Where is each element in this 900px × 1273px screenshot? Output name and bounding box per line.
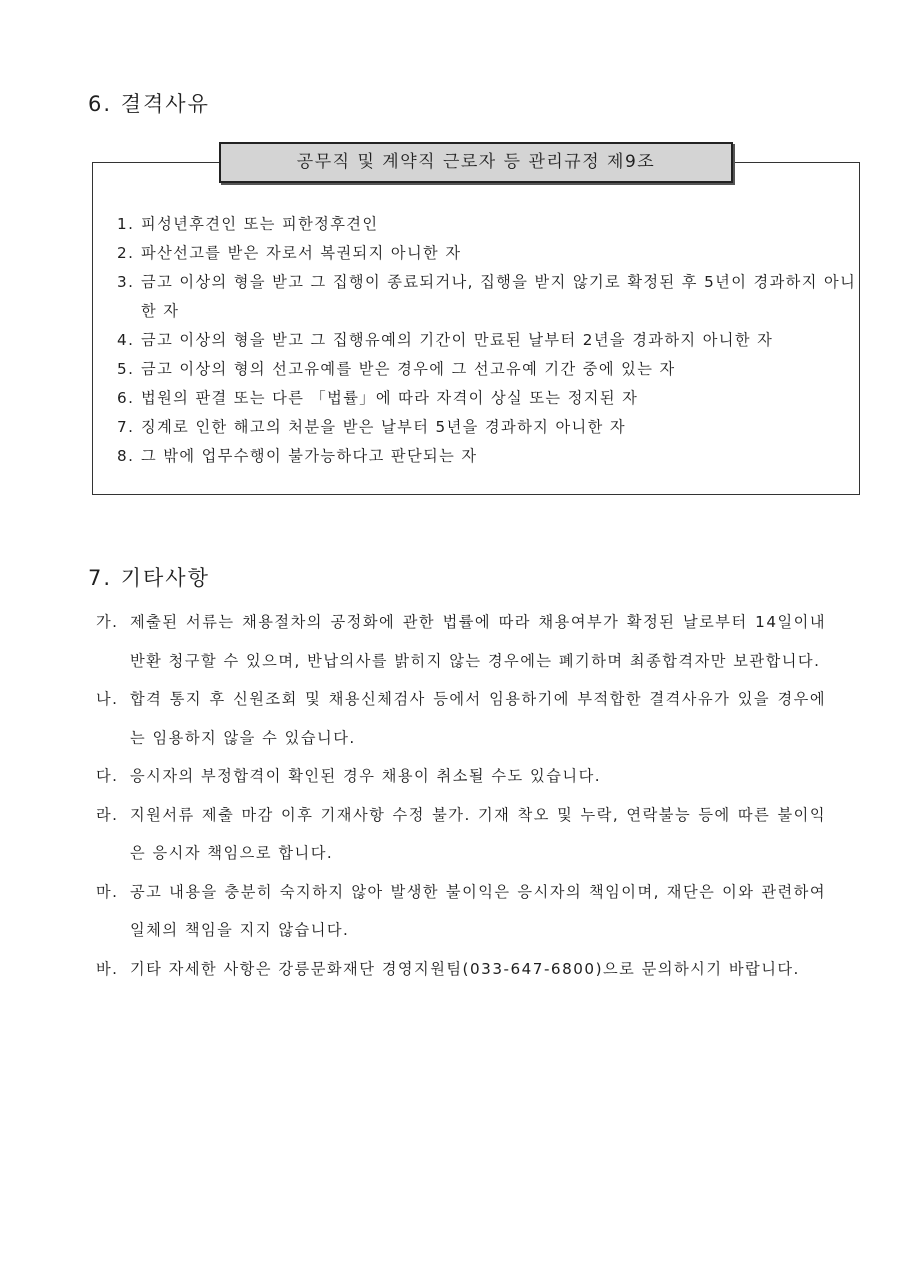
list-item xyxy=(117,239,857,268)
item-text: 응시자의 부정합격이 확인된 경우 채용이 취소될 수도 있습니다. xyxy=(130,767,602,785)
list-item xyxy=(117,384,857,413)
item-text: 공고 내용을 충분히 숙지하지 않아 발생한 불이익은 응시자의 책임이며, 재단은 이와 관련하여 일체의 책임을 지지 않습니다. xyxy=(130,882,826,939)
item-text: 파산선고를 받은 자로서 복권되지 아니한 자 xyxy=(141,244,462,262)
list-item xyxy=(117,413,857,442)
regulation-title: 공무직 및 계약직 근로자 등 관리규정 제9조 xyxy=(219,142,733,183)
item-text: 금고 이상의 형을 받고 그 집행이 종료되거나, 집행을 받지 않기로 확정된 후 5년이 경과하지 아니한 자 xyxy=(141,273,857,320)
item-text: 금고 이상의 형을 받고 그 집행유예의 기간이 만료된 날부터 2년을 경과하지 아니한 자 xyxy=(141,331,774,349)
item-number: 4. xyxy=(117,331,135,349)
other-notes-list xyxy=(96,603,826,988)
list-item xyxy=(96,603,826,680)
item-marker: 마. xyxy=(96,882,119,901)
list-item xyxy=(96,757,826,796)
list-item xyxy=(96,950,826,989)
item-number: 5. xyxy=(117,360,135,378)
item-number: 7. xyxy=(117,418,135,436)
item-marker: 바. xyxy=(96,959,119,978)
item-number: 2. xyxy=(117,244,135,262)
item-marker: 나. xyxy=(96,690,119,708)
item-text: 기타 자세한 사항은 강릉문화재단 경영지원팀(033-647-6800)으로 문의하시기 바랍니다. xyxy=(130,959,800,978)
list-item xyxy=(96,796,826,873)
item-text: 징계로 인한 해고의 처분을 받은 날부터 5년을 경과하지 아니한 자 xyxy=(141,418,626,436)
item-text: 그 밖에 업무수행이 불가능하다고 판단되는 자 xyxy=(141,447,478,465)
item-number: 6. xyxy=(117,389,135,407)
item-number: 3. xyxy=(117,273,135,291)
section-6-heading: 6. 결격사유 xyxy=(88,92,210,116)
item-number: 1. xyxy=(117,215,135,233)
item-text: 금고 이상의 형의 선고유예를 받은 경우에 그 선고유예 기간 중에 있는 자 xyxy=(141,360,676,378)
list-item xyxy=(96,873,826,950)
disqualification-list xyxy=(117,210,857,471)
item-marker: 가. xyxy=(96,613,119,631)
item-marker: 다. xyxy=(96,767,119,785)
list-item xyxy=(117,268,857,326)
section-7-heading: 7. 기타사항 xyxy=(88,566,210,590)
list-item xyxy=(96,680,826,757)
item-text: 제출된 서류는 채용절차의 공정화에 관한 법률에 따라 채용여부가 확정된 날로부터 14일이내 반환 청구할 수 있으며, 반납의사를 밝히지 않는 경우에는 폐기하며 최종합격자만 보관합니다. xyxy=(130,613,826,670)
item-text: 합격 통지 후 신원조회 및 채용신체검사 등에서 임용하기에 부적합한 결격사유가 있을 경우에는 임용하지 않을 수 있습니다. xyxy=(130,690,826,747)
list-item xyxy=(117,355,857,384)
item-marker: 라. xyxy=(96,805,119,824)
item-text: 피성년후견인 또는 피한정후견인 xyxy=(141,215,379,233)
list-item xyxy=(117,210,857,239)
item-number: 8. xyxy=(117,447,135,465)
list-item xyxy=(117,326,857,355)
item-text: 법원의 판결 또는 다른 「법률」에 따라 자격이 상실 또는 정지된 자 xyxy=(141,389,639,407)
item-text: 지원서류 제출 마감 이후 기재사항 수정 불가. 기재 착오 및 누락, 연락불능 등에 따른 불이익은 응시자 책임으로 합니다. xyxy=(130,805,826,862)
list-item xyxy=(117,442,857,471)
